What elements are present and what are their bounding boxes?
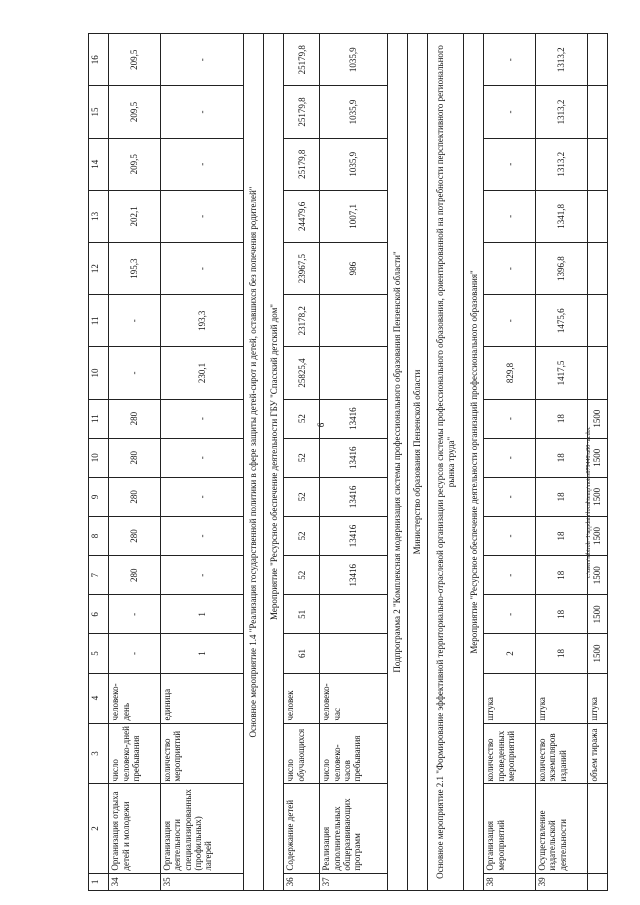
table-cell: 61 — [284, 634, 320, 673]
table-cell — [320, 634, 387, 673]
table-cell — [587, 347, 607, 399]
table-cell: 230,1 — [160, 347, 243, 399]
table-cell: - — [160, 138, 243, 190]
table-cell: 1313,2 — [536, 34, 588, 86]
header-row — [89, 34, 109, 891]
table-cell — [587, 190, 607, 242]
table-cell: 1500 — [587, 399, 607, 438]
table-cell: 1 — [160, 634, 243, 673]
table-cell: 1313,2 — [536, 86, 588, 138]
table-cell: - — [484, 477, 536, 516]
table-cell — [587, 242, 607, 294]
table-cell: 1341,8 — [536, 190, 588, 242]
table-row — [587, 34, 607, 891]
table-cell: - — [109, 595, 161, 634]
table-cell: 1007,1 — [320, 190, 387, 242]
section-title: Министерство образования Пензенской области — [407, 34, 427, 891]
section-title: Подпрограмма 2 "Комплексная модернизация системы профессионального образования Пензенской области" — [387, 34, 407, 891]
table-cell: число человеко-часов пребывания — [320, 723, 387, 784]
header-cell: 12 — [89, 242, 109, 294]
table-cell: 13416 — [320, 477, 387, 516]
table-cell: - — [160, 556, 243, 595]
table-cell: 1035,9 — [320, 86, 387, 138]
page-number: 9 — [315, 422, 326, 428]
table-cell: 18 — [536, 438, 588, 477]
table-cell: Организация отдыха детей и молодежи — [109, 784, 161, 873]
table-cell: 1396,8 — [536, 242, 588, 294]
table-row — [320, 34, 387, 891]
table-cell: 38 — [484, 873, 536, 890]
table-cell: 25825,4 — [284, 347, 320, 399]
table-cell: 37 — [320, 873, 387, 890]
section-row — [464, 34, 484, 891]
table-cell: 193,3 — [160, 295, 243, 347]
section-row — [407, 34, 427, 891]
table-cell: 2 — [484, 634, 536, 673]
table-cell: - — [160, 516, 243, 555]
table-cell: 36 — [284, 873, 320, 890]
table-cell: 829,8 — [484, 347, 536, 399]
header-cell: 9 — [89, 477, 109, 516]
section-row — [387, 34, 407, 891]
section-row — [243, 34, 263, 891]
table-cell: Содержание детей — [284, 784, 320, 873]
section-title: Мероприятие "Ресурсное обеспечение деятельности ГБУ "Спасский детский дом" — [264, 34, 284, 891]
table-row — [536, 34, 588, 891]
section-title: Мероприятие "Ресурсное обеспечение деятельности организаций профессионального образования" — [464, 34, 484, 891]
table-cell: Организация мероприятий — [484, 784, 536, 873]
table-row — [284, 34, 320, 891]
file-path-footer: c:\users\sibiroh~1\appdata\local\temp\notes879448\u80~m.doc — [586, 426, 592, 578]
header-cell: 13 — [89, 190, 109, 242]
table-cell: 18 — [536, 634, 588, 673]
table-cell: 1475,6 — [536, 295, 588, 347]
table-cell: - — [484, 86, 536, 138]
table-cell: 1035,9 — [320, 34, 387, 86]
table-cell: 35 — [160, 873, 243, 890]
table-cell: 280 — [109, 438, 161, 477]
table-cell: 13416 — [320, 516, 387, 555]
header-cell: 11 — [89, 399, 109, 438]
table-row — [484, 34, 536, 891]
table-cell: число обучающихся — [284, 723, 320, 784]
header-cell: 15 — [89, 86, 109, 138]
table-cell: 25179,8 — [284, 138, 320, 190]
table-cell: 1417,5 — [536, 347, 588, 399]
table-cell: штука — [536, 673, 588, 723]
header-cell: 6 — [89, 595, 109, 634]
table-cell: - — [109, 347, 161, 399]
table-cell: число человеко-дней пребывания — [109, 723, 161, 784]
table-cell: - — [160, 86, 243, 138]
table-cell: 986 — [320, 242, 387, 294]
table-cell: человек — [284, 673, 320, 723]
table-cell: 1500 — [587, 556, 607, 595]
table-cell: 209,5 — [109, 86, 161, 138]
table-cell — [587, 86, 607, 138]
rotated-table-container — [88, 33, 608, 891]
table-cell: 280 — [109, 399, 161, 438]
table-body — [89, 34, 608, 891]
table-cell: 195,3 — [109, 242, 161, 294]
table-cell: единица — [160, 673, 243, 723]
table-cell: 1500 — [587, 634, 607, 673]
table-cell — [320, 347, 387, 399]
table-cell — [587, 873, 607, 890]
header-cell: 8 — [89, 516, 109, 555]
table-cell: 51 — [284, 595, 320, 634]
header-cell: 11 — [89, 295, 109, 347]
table-cell: 280 — [109, 556, 161, 595]
table-cell: - — [160, 399, 243, 438]
table-cell: 52 — [284, 477, 320, 516]
table-cell — [320, 595, 387, 634]
table-cell: - — [484, 295, 536, 347]
table-cell: штука — [587, 673, 607, 723]
table-cell: 52 — [284, 556, 320, 595]
table-cell: 13416 — [320, 399, 387, 438]
table-cell: 209,5 — [109, 138, 161, 190]
table-cell — [587, 138, 607, 190]
table-cell — [320, 295, 387, 347]
table-cell: 39 — [536, 873, 588, 890]
table-cell: 280 — [109, 477, 161, 516]
table-cell: 13416 — [320, 556, 387, 595]
table-cell: штука — [484, 673, 536, 723]
header-cell: 3 — [89, 723, 109, 784]
section-row — [264, 34, 284, 891]
table-cell: 1035,9 — [320, 138, 387, 190]
table-cell: 1500 — [587, 516, 607, 555]
header-cell: 14 — [89, 138, 109, 190]
table-cell: - — [484, 516, 536, 555]
table-cell: - — [160, 34, 243, 86]
table-cell: - — [160, 438, 243, 477]
header-cell: 10 — [89, 347, 109, 399]
section-row — [428, 34, 464, 891]
header-cell: 7 — [89, 556, 109, 595]
table-cell: - — [484, 138, 536, 190]
header-cell: 16 — [89, 34, 109, 86]
table-cell: 13416 — [320, 438, 387, 477]
table-cell: - — [160, 242, 243, 294]
table-cell: 18 — [536, 477, 588, 516]
table-cell: - — [484, 556, 536, 595]
table-cell: количество экземпляров изданий — [536, 723, 588, 784]
table-cell: - — [484, 34, 536, 86]
table-cell: - — [160, 190, 243, 242]
table-cell: 24479,6 — [284, 190, 320, 242]
table-cell: 18 — [536, 595, 588, 634]
header-cell: 5 — [89, 634, 109, 673]
table-cell: 23178,2 — [284, 295, 320, 347]
table-cell: - — [484, 438, 536, 477]
table-cell: 52 — [284, 438, 320, 477]
table-cell: количество мероприятий — [160, 723, 243, 784]
table-cell: 23967,5 — [284, 242, 320, 294]
table-cell: количество проведенных мероприятий — [484, 723, 536, 784]
section-title: Основное мероприятие 2.1 "Формирование эффективной территориально-отраслевой организации ресурсов системы профессионального образования, ориентированной на потребности перспективного регионального рынка труда" — [428, 34, 464, 891]
table-cell: - — [160, 477, 243, 516]
table-cell: Осуществление издательской деятельности — [536, 784, 588, 873]
table-cell: человеко-день — [109, 673, 161, 723]
table-cell: 280 — [109, 516, 161, 555]
table-cell: объем тиража — [587, 723, 607, 784]
table-cell: Организация деятельности специализированных (профильных) лагерей — [160, 784, 243, 873]
table-cell: 18 — [536, 516, 588, 555]
table-cell: - — [484, 242, 536, 294]
table-cell: - — [109, 634, 161, 673]
table-cell: 1313,2 — [536, 138, 588, 190]
table-cell: 18 — [536, 556, 588, 595]
table-cell: 1500 — [587, 595, 607, 634]
table-cell: 18 — [536, 399, 588, 438]
section-title: Основное мероприятие 1.4 "Реализация государственной политики в сфере защиты детей-сирот и детей, оставшихся без попечения родителей" — [243, 34, 263, 891]
table-cell: - — [109, 295, 161, 347]
table-cell: 202,1 — [109, 190, 161, 242]
table-row — [160, 34, 243, 891]
table-cell: Реализация дополнительных общеразвивающих программ — [320, 784, 387, 873]
table-cell: 1500 — [587, 438, 607, 477]
table-cell — [587, 784, 607, 873]
header-cell: 1 — [89, 873, 109, 890]
table-cell: - — [484, 595, 536, 634]
table-cell: - — [484, 190, 536, 242]
table-row — [109, 34, 161, 891]
program-indicators-table — [88, 33, 608, 891]
header-cell: 2 — [89, 784, 109, 873]
table-cell: 34 — [109, 873, 161, 890]
table-cell: 1 — [160, 595, 243, 634]
header-cell: 10 — [89, 438, 109, 477]
table-cell: человеко-час — [320, 673, 387, 723]
header-cell: 4 — [89, 673, 109, 723]
table-cell: 209,5 — [109, 34, 161, 86]
table-cell — [587, 34, 607, 86]
table-cell: 25179,8 — [284, 86, 320, 138]
table-cell — [587, 295, 607, 347]
table-cell: 52 — [284, 399, 320, 438]
table-cell: 25179,8 — [284, 34, 320, 86]
table-cell: 1500 — [587, 477, 607, 516]
table-cell: 52 — [284, 516, 320, 555]
table-cell: - — [484, 399, 536, 438]
